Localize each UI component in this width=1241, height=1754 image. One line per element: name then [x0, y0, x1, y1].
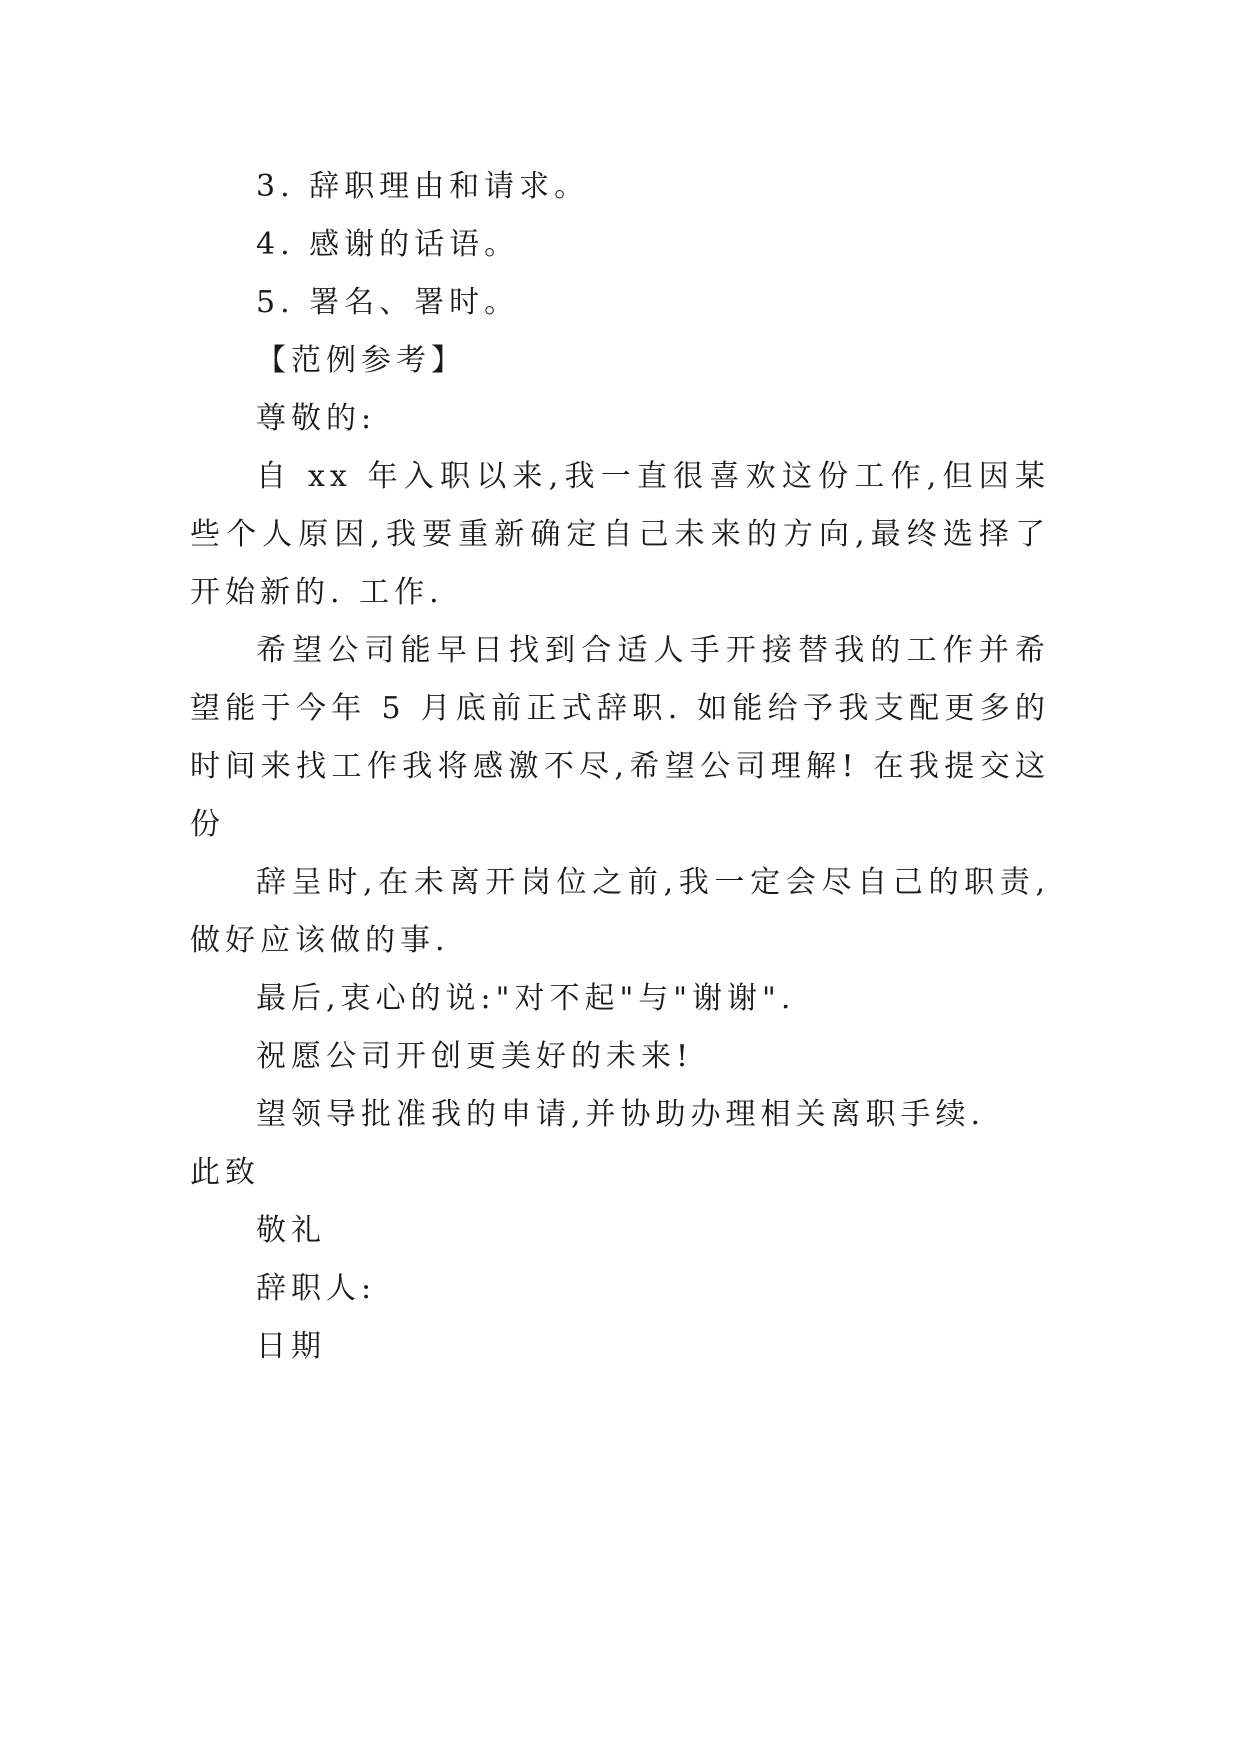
document-body — [190, 158, 1050, 1376]
paragraph-wishes: 祝愿公司开创更美好的未来! — [256, 1039, 694, 1074]
paragraph-thanks: 最后,衷心的说:"对不起"与"谢谢". — [256, 981, 796, 1016]
list-item-3: 3. 辞职理由和请求。 — [256, 169, 590, 204]
paragraph-approval: 望领导批准我的申请,并协助办理相关离职手续. — [256, 1097, 986, 1132]
paragraph-intro: 自 xx 年入职以来,我一直很喜欢这份工作,但因某些个人原因,我要重新确定自己未来的方向,最终选择了开始新的. 工作. — [190, 459, 1050, 610]
section-heading: 【范例参考】 — [256, 343, 466, 378]
list-item-4: 4. 感谢的话语。 — [256, 227, 520, 262]
salutation: 尊敬的: — [256, 401, 377, 436]
date-label: 日期 — [256, 1329, 326, 1364]
list-item-5: 5. 署名、署时。 — [256, 285, 520, 320]
signer-label: 辞职人: — [256, 1271, 377, 1306]
regards: 敬礼 — [256, 1213, 326, 1248]
closing: 此致 — [190, 1155, 260, 1190]
paragraph-request: 希望公司能早日找到合适人手开接替我的工作并希望能于今年 5 月底前正式辞职. 如能给予我支配更多的时间来找工作我将感激不尽,希望公司理解! 在我提交这份 — [190, 633, 1050, 842]
paragraph-duty: 辞呈时,在未离开岗位之前,我一定会尽自己的职责,做好应该做的事. — [190, 865, 1050, 958]
